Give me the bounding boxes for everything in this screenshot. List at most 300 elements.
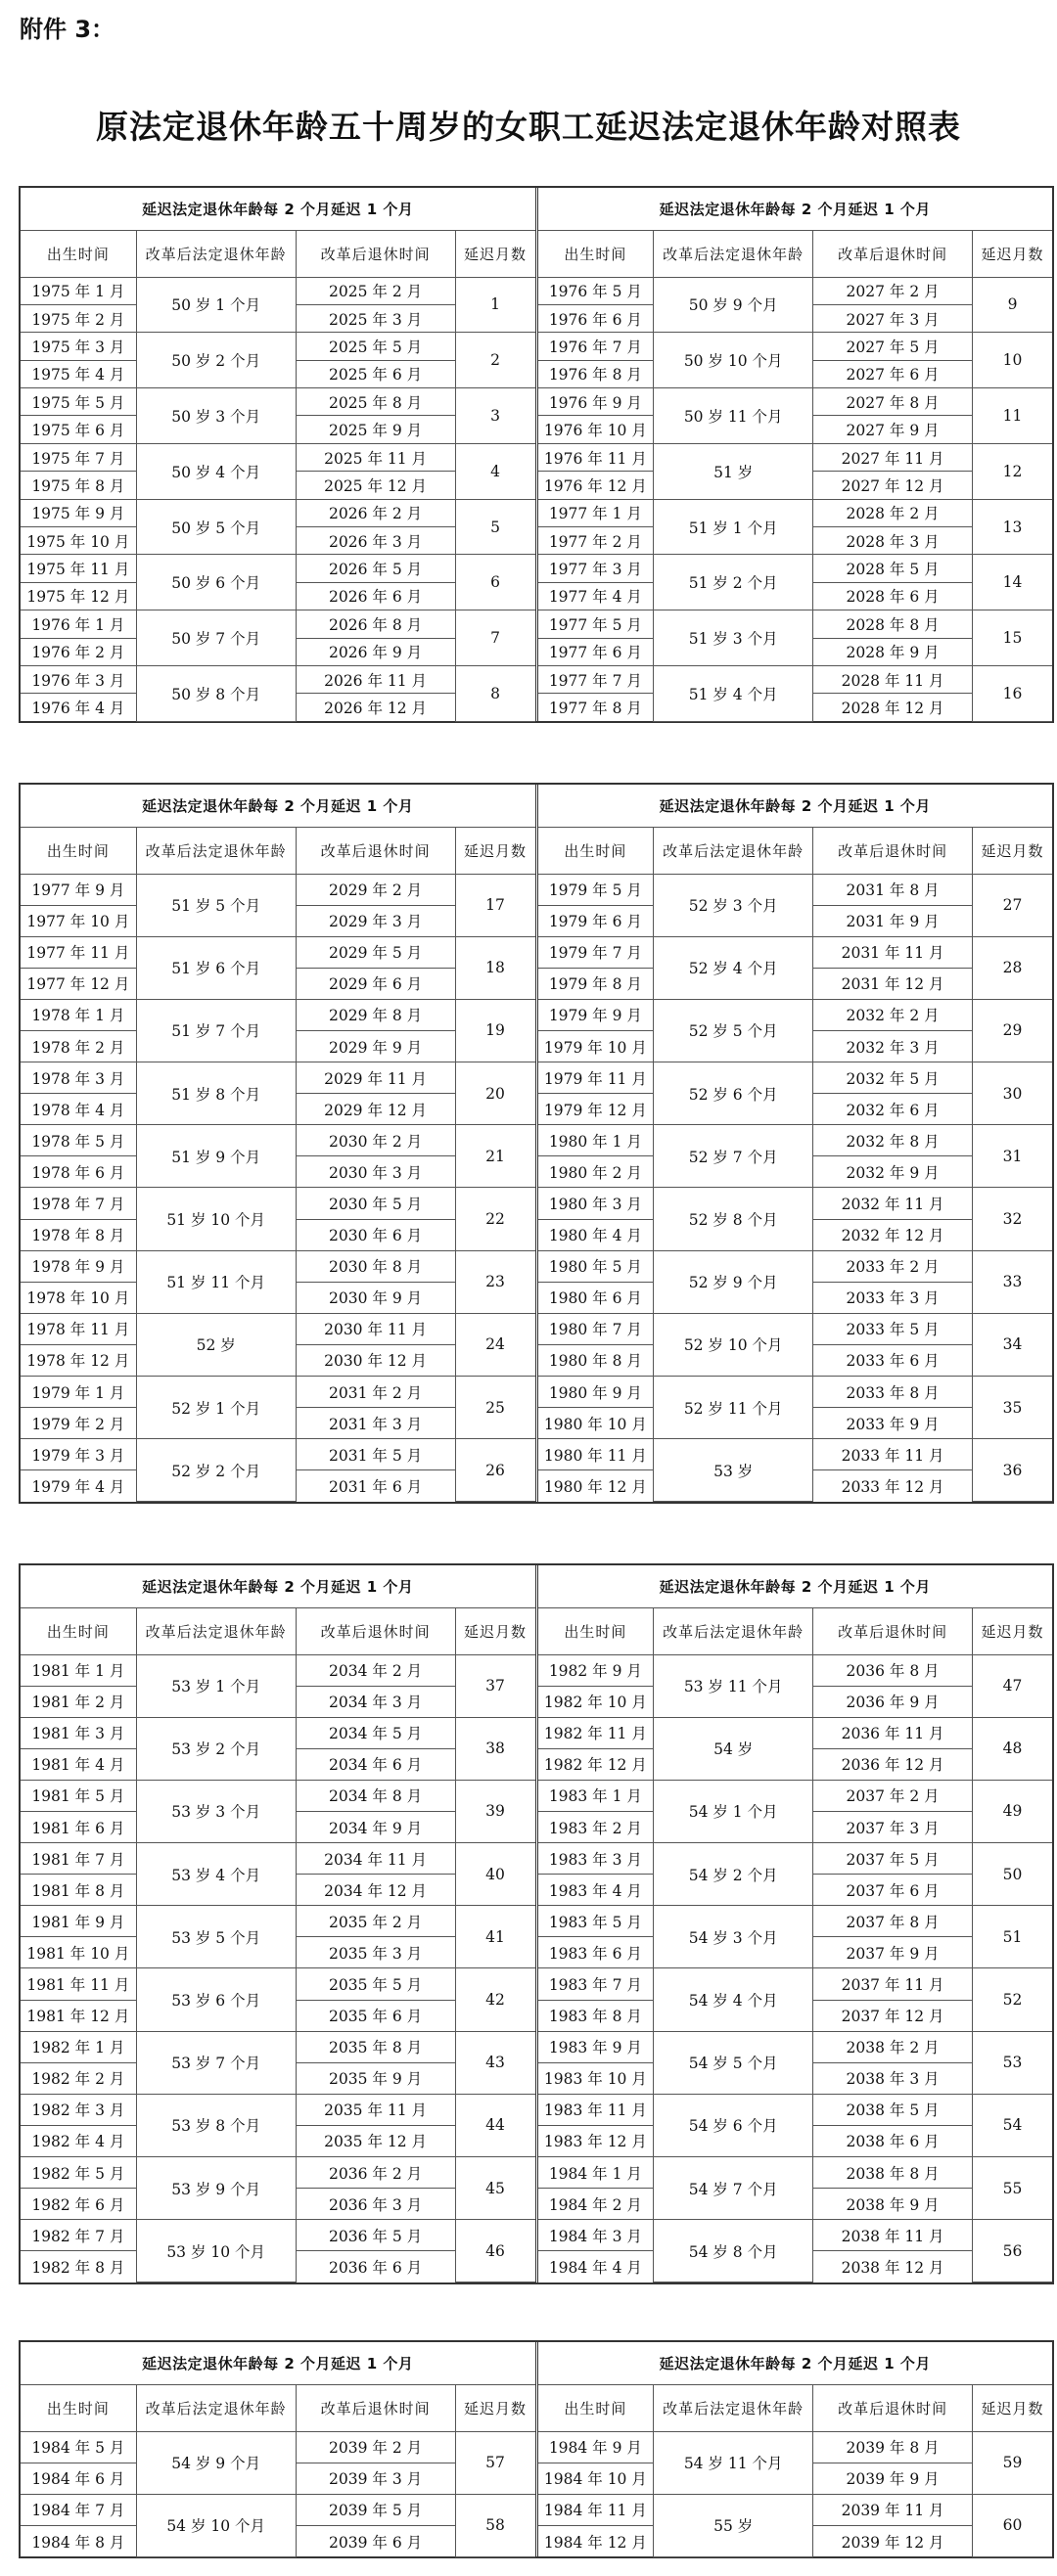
column-header: 改革后退休时间 [296, 1607, 455, 1654]
column-header: 延迟月数 [973, 827, 1052, 874]
retirement-date-cell: 2032 年 8 月 [813, 1125, 973, 1156]
retirement-age-cell: 54 岁 [654, 1717, 813, 1780]
retirement-date-cell: 2025 年 3 月 [296, 304, 455, 332]
retirement-date-cell: 2029 年 9 月 [296, 1030, 455, 1062]
table-row [538, 555, 1053, 582]
delay-months-cell: 3 [455, 388, 534, 444]
table-row [21, 2031, 535, 2062]
table-row [538, 499, 1053, 526]
table-caption: 延迟法定退休年龄每 2 个月延迟 1 个月 [21, 188, 535, 230]
birth-date-cell: 1981 年 12 月 [21, 2000, 136, 2031]
retirement-age-cell: 50 岁 5 个月 [136, 499, 296, 555]
birth-date-cell: 1982 年 2 月 [21, 2062, 136, 2094]
retirement-date-cell: 2037 年 2 月 [813, 1780, 973, 1811]
retirement-date-cell: 2028 年 2 月 [813, 499, 973, 526]
retirement-age-cell: 50 岁 7 个月 [136, 610, 296, 666]
birth-date-cell: 1984 年 2 月 [538, 2189, 654, 2220]
birth-date-cell: 1980 年 5 月 [538, 1250, 654, 1282]
retirement-date-cell: 2034 年 2 月 [296, 1654, 455, 1686]
retirement-date-cell: 2034 年 8 月 [296, 1780, 455, 1811]
birth-date-cell: 1978 年 2 月 [21, 1030, 136, 1062]
birth-date-cell: 1978 年 3 月 [21, 1062, 136, 1094]
retirement-date-cell: 2026 年 9 月 [296, 638, 455, 665]
delay-months-cell: 42 [455, 1968, 534, 2031]
page-title: 原法定退休年龄五十周岁的女职工延迟法定退休年龄对照表 [96, 108, 961, 146]
retirement-date-cell: 2037 年 5 月 [813, 1843, 973, 1875]
retirement-date-cell: 2037 年 9 月 [813, 1937, 973, 1968]
retirement-date-cell: 2027 年 11 月 [813, 443, 973, 471]
birth-date-cell: 1977 年 1 月 [538, 499, 654, 526]
birth-date-cell: 1982 年 9 月 [538, 1654, 654, 1686]
birth-date-cell: 1981 年 6 月 [21, 1811, 136, 1842]
birth-date-cell: 1981 年 8 月 [21, 1875, 136, 1906]
table-row [21, 555, 535, 582]
delay-months-cell: 2 [455, 333, 534, 388]
column-header: 出生时间 [21, 827, 136, 874]
birth-date-cell: 1977 年 10 月 [21, 905, 136, 936]
birth-date-cell: 1980 年 3 月 [538, 1188, 654, 1219]
column-header: 出生时间 [538, 2384, 654, 2431]
birth-date-cell: 1977 年 5 月 [538, 610, 654, 638]
retirement-age-cell: 52 岁 11 个月 [654, 1377, 813, 1439]
birth-date-cell: 1978 年 8 月 [21, 1219, 136, 1250]
delay-months-cell: 56 [973, 2220, 1052, 2282]
delay-months-cell: 37 [455, 1654, 534, 1717]
delay-months-cell: 27 [973, 874, 1052, 936]
retirement-table [538, 785, 1053, 1502]
birth-date-cell: 1976 年 3 月 [21, 665, 136, 693]
delay-months-cell: 59 [973, 2431, 1052, 2494]
birth-date-cell: 1982 年 10 月 [538, 1686, 654, 1717]
table-row [538, 1188, 1053, 1219]
retirement-age-cell: 54 岁 8 个月 [654, 2220, 813, 2282]
retirement-age-cell: 54 岁 2 个月 [654, 1843, 813, 1906]
retirement-age-cell: 51 岁 8 个月 [136, 1062, 296, 1125]
retirement-date-cell: 2029 年 11 月 [296, 1062, 455, 1094]
retirement-date-cell: 2028 年 12 月 [813, 694, 973, 721]
birth-date-cell: 1975 年 11 月 [21, 555, 136, 582]
birth-date-cell: 1981 年 3 月 [21, 1717, 136, 1748]
retirement-date-cell: 2025 年 12 月 [296, 472, 455, 499]
retirement-date-cell: 2033 年 11 月 [813, 1439, 973, 1470]
retirement-date-cell: 2031 年 9 月 [813, 905, 973, 936]
delay-months-cell: 13 [973, 499, 1052, 555]
delay-months-cell: 14 [973, 555, 1052, 610]
birth-date-cell: 1980 年 10 月 [538, 1408, 654, 1439]
delay-months-cell: 60 [973, 2494, 1052, 2556]
delay-months-cell: 58 [455, 2494, 534, 2556]
table-row [21, 2094, 535, 2125]
table-row [538, 874, 1053, 905]
birth-date-cell: 1983 年 11 月 [538, 2094, 654, 2125]
retirement-date-cell: 2035 年 2 月 [296, 1906, 455, 1937]
table-row [21, 936, 535, 968]
birth-date-cell: 1984 年 1 月 [538, 2157, 654, 2189]
table-row [21, 333, 535, 360]
birth-date-cell: 1984 年 12 月 [538, 2525, 654, 2556]
birth-date-cell: 1979 年 6 月 [538, 905, 654, 936]
table-row [21, 665, 535, 693]
retirement-age-cell: 55 岁 [654, 2494, 813, 2556]
birth-date-cell: 1979 年 4 月 [21, 1470, 136, 1502]
birth-date-cell: 1983 年 10 月 [538, 2062, 654, 2094]
column-header: 延迟月数 [973, 2384, 1052, 2431]
delay-months-cell: 19 [455, 999, 534, 1062]
attachment-label: 附件 3： [20, 16, 115, 43]
retirement-age-cell: 53 岁 4 个月 [136, 1843, 296, 1906]
table-row [538, 1062, 1053, 1094]
birth-date-cell: 1981 年 10 月 [21, 1937, 136, 1968]
retirement-date-cell: 2027 年 8 月 [813, 388, 973, 416]
column-header: 改革后退休时间 [813, 1607, 973, 1654]
retirement-date-cell: 2034 年 5 月 [296, 1717, 455, 1748]
delay-months-cell: 46 [455, 2220, 534, 2282]
birth-date-cell: 1977 年 4 月 [538, 582, 654, 610]
retirement-date-cell: 2037 年 8 月 [813, 1906, 973, 1937]
birth-date-cell: 1979 年 11 月 [538, 1062, 654, 1094]
table-row [538, 665, 1053, 693]
retirement-date-cell: 2032 年 3 月 [813, 1030, 973, 1062]
column-header: 改革后退休时间 [813, 827, 973, 874]
column-header: 改革后法定退休年龄 [654, 1607, 813, 1654]
retirement-date-cell: 2028 年 11 月 [813, 665, 973, 693]
table-caption: 延迟法定退休年龄每 2 个月延迟 1 个月 [21, 2342, 535, 2384]
birth-date-cell: 1976 年 2 月 [21, 638, 136, 665]
birth-date-cell: 1977 年 7 月 [538, 665, 654, 693]
birth-date-cell: 1983 年 5 月 [538, 1906, 654, 1937]
table-row [538, 443, 1053, 471]
column-header: 改革后退休时间 [813, 2384, 973, 2431]
birth-date-cell: 1980 年 8 月 [538, 1344, 654, 1376]
birth-date-cell: 1976 年 11 月 [538, 443, 654, 471]
retirement-age-cell: 50 岁 11 个月 [654, 388, 813, 444]
table-row [538, 610, 1053, 638]
retirement-date-cell: 2033 年 5 月 [813, 1313, 973, 1344]
retirement-date-cell: 2038 年 9 月 [813, 2189, 973, 2220]
birth-date-cell: 1979 年 1 月 [21, 1377, 136, 1408]
retirement-date-cell: 2036 年 2 月 [296, 2157, 455, 2189]
table-row [538, 1313, 1053, 1344]
retirement-date-cell: 2037 年 12 月 [813, 2000, 973, 2031]
retirement-age-cell: 50 岁 8 个月 [136, 665, 296, 721]
birth-date-cell: 1978 年 9 月 [21, 1250, 136, 1282]
retirement-age-cell: 53 岁 1 个月 [136, 1654, 296, 1717]
birth-date-cell: 1979 年 7 月 [538, 936, 654, 968]
retirement-date-cell: 2033 年 12 月 [813, 1470, 973, 1502]
table-row [21, 1439, 535, 1470]
delay-months-cell: 10 [973, 333, 1052, 388]
retirement-table [21, 188, 535, 722]
delay-months-cell: 38 [455, 1717, 534, 1780]
birth-date-cell: 1982 年 6 月 [21, 2189, 136, 2220]
delay-months-cell: 40 [455, 1843, 534, 1906]
table-row [538, 1377, 1053, 1408]
delay-months-cell: 44 [455, 2094, 534, 2156]
table-row [538, 333, 1053, 360]
birth-date-cell: 1975 年 7 月 [21, 443, 136, 471]
table-row [21, 1125, 535, 1156]
table-row [21, 1313, 535, 1344]
retirement-date-cell: 2036 年 8 月 [813, 1654, 973, 1686]
delay-months-cell: 39 [455, 1780, 534, 1842]
retirement-date-cell: 2028 年 5 月 [813, 555, 973, 582]
birth-date-cell: 1979 年 9 月 [538, 999, 654, 1030]
retirement-age-cell: 54 岁 3 个月 [654, 1906, 813, 1968]
retirement-table [21, 2342, 535, 2557]
birth-date-cell: 1981 年 5 月 [21, 1780, 136, 1811]
retirement-age-cell: 51 岁 5 个月 [136, 874, 296, 936]
table-row [21, 999, 535, 1030]
table-row [538, 1250, 1053, 1282]
table-row [21, 2431, 535, 2463]
table-row [21, 1062, 535, 1094]
retirement-date-cell: 2037 年 6 月 [813, 1875, 973, 1906]
table-row [21, 2494, 535, 2525]
retirement-date-cell: 2033 年 2 月 [813, 1250, 973, 1282]
table-row [538, 1125, 1053, 1156]
retirement-age-cell: 53 岁 8 个月 [136, 2094, 296, 2156]
retirement-date-cell: 2035 年 5 月 [296, 1968, 455, 2000]
birth-date-cell: 1984 年 3 月 [538, 2220, 654, 2251]
retirement-date-cell: 2039 年 2 月 [296, 2431, 455, 2463]
retirement-date-cell: 2039 年 5 月 [296, 2494, 455, 2525]
delay-months-cell: 23 [455, 1250, 534, 1313]
birth-date-cell: 1978 年 12 月 [21, 1344, 136, 1376]
retirement-date-cell: 2035 年 11 月 [296, 2094, 455, 2125]
retirement-date-cell: 2026 年 2 月 [296, 499, 455, 526]
retirement-age-cell: 51 岁 6 个月 [136, 936, 296, 999]
retirement-date-cell: 2036 年 12 月 [813, 1748, 973, 1780]
retirement-date-cell: 2038 年 2 月 [813, 2031, 973, 2062]
retirement-date-cell: 2032 年 2 月 [813, 999, 973, 1030]
birth-date-cell: 1982 年 7 月 [21, 2220, 136, 2251]
birth-date-cell: 1977 年 11 月 [21, 936, 136, 968]
column-header: 出生时间 [538, 1607, 654, 1654]
delay-months-cell: 15 [973, 610, 1052, 666]
retirement-date-cell: 2038 年 8 月 [813, 2157, 973, 2189]
table-half-right [535, 785, 1053, 1502]
birth-date-cell: 1984 年 8 月 [21, 2525, 136, 2556]
retirement-date-cell: 2035 年 3 月 [296, 1937, 455, 1968]
birth-date-cell: 1981 年 4 月 [21, 1748, 136, 1780]
retirement-age-cell: 50 岁 4 个月 [136, 443, 296, 499]
table-caption: 延迟法定退休年龄每 2 个月延迟 1 个月 [538, 188, 1053, 230]
retirement-date-cell: 2034 年 6 月 [296, 1748, 455, 1780]
retirement-date-cell: 2027 年 5 月 [813, 333, 973, 360]
retirement-date-cell: 2031 年 12 月 [813, 968, 973, 999]
retirement-date-cell: 2039 年 6 月 [296, 2525, 455, 2556]
birth-date-cell: 1979 年 2 月 [21, 1408, 136, 1439]
delay-months-cell: 50 [973, 1843, 1052, 1906]
retirement-date-cell: 2026 年 3 月 [296, 527, 455, 555]
retirement-age-cell: 50 岁 2 个月 [136, 333, 296, 388]
retirement-age-cell: 50 岁 6 个月 [136, 555, 296, 610]
retirement-date-cell: 2039 年 12 月 [813, 2525, 973, 2556]
retirement-table [21, 785, 535, 1502]
retirement-date-cell: 2033 年 8 月 [813, 1377, 973, 1408]
retirement-age-cell: 54 岁 11 个月 [654, 2431, 813, 2494]
retirement-age-cell: 52 岁 5 个月 [654, 999, 813, 1062]
retirement-date-cell: 2030 年 5 月 [296, 1188, 455, 1219]
birth-date-cell: 1980 年 9 月 [538, 1377, 654, 1408]
retirement-age-cell: 54 岁 5 个月 [654, 2031, 813, 2094]
column-header: 改革后退休时间 [813, 230, 973, 277]
retirement-age-cell: 53 岁 10 个月 [136, 2220, 296, 2282]
birth-date-cell: 1975 年 3 月 [21, 333, 136, 360]
retirement-date-cell: 2031 年 2 月 [296, 1377, 455, 1408]
retirement-date-cell: 2025 年 11 月 [296, 443, 455, 471]
delay-months-cell: 28 [973, 936, 1052, 999]
table-row [538, 277, 1053, 304]
birth-date-cell: 1984 年 7 月 [21, 2494, 136, 2525]
retirement-age-cell: 53 岁 5 个月 [136, 1906, 296, 1968]
birth-date-cell: 1976 年 8 月 [538, 360, 654, 387]
retirement-date-cell: 2035 年 9 月 [296, 2062, 455, 2094]
birth-date-cell: 1978 年 10 月 [21, 1282, 136, 1313]
retirement-age-cell: 54 岁 1 个月 [654, 1780, 813, 1842]
table-caption: 延迟法定退休年龄每 2 个月延迟 1 个月 [538, 1565, 1053, 1607]
delay-months-cell: 52 [973, 1968, 1052, 2031]
table-row [538, 388, 1053, 416]
retirement-date-cell: 2025 年 6 月 [296, 360, 455, 387]
delay-months-cell: 54 [973, 2094, 1052, 2156]
retirement-date-cell: 2039 年 3 月 [296, 2463, 455, 2494]
birth-date-cell: 1983 年 8 月 [538, 2000, 654, 2031]
birth-date-cell: 1983 年 6 月 [538, 1937, 654, 1968]
table-row [21, 499, 535, 526]
delay-months-cell: 22 [455, 1188, 534, 1250]
delay-months-cell: 47 [973, 1654, 1052, 1717]
retirement-date-cell: 2037 年 3 月 [813, 1811, 973, 1842]
retirement-date-cell: 2027 年 3 月 [813, 304, 973, 332]
birth-date-cell: 1978 年 11 月 [21, 1313, 136, 1344]
retirement-date-cell: 2032 年 11 月 [813, 1188, 973, 1219]
retirement-age-cell: 51 岁 1 个月 [654, 499, 813, 555]
delay-months-cell: 16 [973, 665, 1052, 721]
delay-months-cell: 9 [973, 277, 1052, 333]
table-row [21, 874, 535, 905]
retirement-date-cell: 2031 年 8 月 [813, 874, 973, 905]
column-header: 延迟月数 [455, 827, 534, 874]
retirement-date-cell: 2030 年 2 月 [296, 1125, 455, 1156]
birth-date-cell: 1976 年 4 月 [21, 694, 136, 721]
birth-date-cell: 1977 年 9 月 [21, 874, 136, 905]
retirement-date-cell: 2038 年 11 月 [813, 2220, 973, 2251]
birth-date-cell: 1977 年 2 月 [538, 527, 654, 555]
delay-months-cell: 34 [973, 1313, 1052, 1376]
birth-date-cell: 1976 年 9 月 [538, 388, 654, 416]
retirement-age-cell: 54 岁 7 个月 [654, 2157, 813, 2220]
birth-date-cell: 1982 年 1 月 [21, 2031, 136, 2062]
birth-date-cell: 1983 年 4 月 [538, 1875, 654, 1906]
retirement-age-cell: 51 岁 2 个月 [654, 555, 813, 610]
retirement-age-cell: 50 岁 3 个月 [136, 388, 296, 444]
retirement-date-cell: 2035 年 12 月 [296, 2125, 455, 2156]
delay-months-cell: 1 [455, 277, 534, 333]
column-header: 出生时间 [538, 230, 654, 277]
column-header: 延迟月数 [973, 230, 1052, 277]
birth-date-cell: 1982 年 5 月 [21, 2157, 136, 2189]
retirement-date-cell: 2038 年 6 月 [813, 2125, 973, 2156]
retirement-date-cell: 2033 年 9 月 [813, 1408, 973, 1439]
table-row [21, 277, 535, 304]
birth-date-cell: 1980 年 12 月 [538, 1470, 654, 1502]
delay-months-cell: 55 [973, 2157, 1052, 2220]
delay-months-cell: 24 [455, 1313, 534, 1376]
retirement-age-cell: 54 岁 6 个月 [654, 2094, 813, 2156]
table-row [21, 1968, 535, 2000]
retirement-date-cell: 2026 年 11 月 [296, 665, 455, 693]
column-header: 改革后法定退休年龄 [136, 827, 296, 874]
table-row [21, 1377, 535, 1408]
retirement-date-cell: 2038 年 5 月 [813, 2094, 973, 2125]
birth-date-cell: 1977 年 6 月 [538, 638, 654, 665]
retirement-age-cell: 52 岁 1 个月 [136, 1377, 296, 1439]
delay-months-cell: 6 [455, 555, 534, 610]
table-half-right [535, 1565, 1053, 2282]
table-row [538, 2031, 1053, 2062]
retirement-date-cell: 2029 年 6 月 [296, 968, 455, 999]
retirement-date-cell: 2029 年 2 月 [296, 874, 455, 905]
retirement-date-cell: 2038 年 3 月 [813, 2062, 973, 2094]
retirement-date-cell: 2039 年 8 月 [813, 2431, 973, 2463]
column-header: 改革后退休时间 [296, 2384, 455, 2431]
birth-date-cell: 1981 年 1 月 [21, 1654, 136, 1686]
birth-date-cell: 1983 年 2 月 [538, 1811, 654, 1842]
table-row [538, 1968, 1053, 2000]
table-row [21, 1188, 535, 1219]
birth-date-cell: 1983 年 1 月 [538, 1780, 654, 1811]
delay-months-cell: 21 [455, 1125, 534, 1188]
birth-date-cell: 1978 年 7 月 [21, 1188, 136, 1219]
birth-date-cell: 1982 年 3 月 [21, 2094, 136, 2125]
delay-months-cell: 49 [973, 1780, 1052, 1842]
table-half-left [21, 2342, 535, 2556]
table-half-right [535, 2342, 1053, 2556]
retirement-date-cell: 2025 年 8 月 [296, 388, 455, 416]
table-half-right [535, 188, 1053, 721]
retirement-age-cell: 53 岁 7 个月 [136, 2031, 296, 2094]
table-row [21, 1250, 535, 1282]
birth-date-cell: 1984 年 11 月 [538, 2494, 654, 2525]
table-row [21, 1843, 535, 1875]
retirement-age-cell: 50 岁 1 个月 [136, 277, 296, 333]
retirement-date-cell: 2029 年 5 月 [296, 936, 455, 968]
delay-months-cell: 36 [973, 1439, 1052, 1502]
retirement-date-cell: 2031 年 3 月 [296, 1408, 455, 1439]
retirement-age-cell: 52 岁 10 个月 [654, 1313, 813, 1376]
retirement-date-cell: 2031 年 5 月 [296, 1439, 455, 1470]
birth-date-cell: 1980 年 7 月 [538, 1313, 654, 1344]
birth-date-cell: 1976 年 5 月 [538, 277, 654, 304]
delay-months-cell: 12 [973, 443, 1052, 499]
table-half-left [21, 1565, 535, 2282]
retirement-age-cell: 54 岁 10 个月 [136, 2494, 296, 2556]
retirement-date-cell: 2029 年 3 月 [296, 905, 455, 936]
birth-date-cell: 1976 年 7 月 [538, 333, 654, 360]
delay-months-cell: 57 [455, 2431, 534, 2494]
birth-date-cell: 1975 年 10 月 [21, 527, 136, 555]
column-header: 延迟月数 [455, 1607, 534, 1654]
birth-date-cell: 1981 年 7 月 [21, 1843, 136, 1875]
table-row [538, 936, 1053, 968]
table-row [21, 2220, 535, 2251]
retirement-date-cell: 2028 年 6 月 [813, 582, 973, 610]
birth-date-cell: 1983 年 12 月 [538, 2125, 654, 2156]
birth-date-cell: 1981 年 2 月 [21, 1686, 136, 1717]
retirement-age-cell: 54 岁 9 个月 [136, 2431, 296, 2494]
birth-date-cell: 1980 年 2 月 [538, 1156, 654, 1188]
